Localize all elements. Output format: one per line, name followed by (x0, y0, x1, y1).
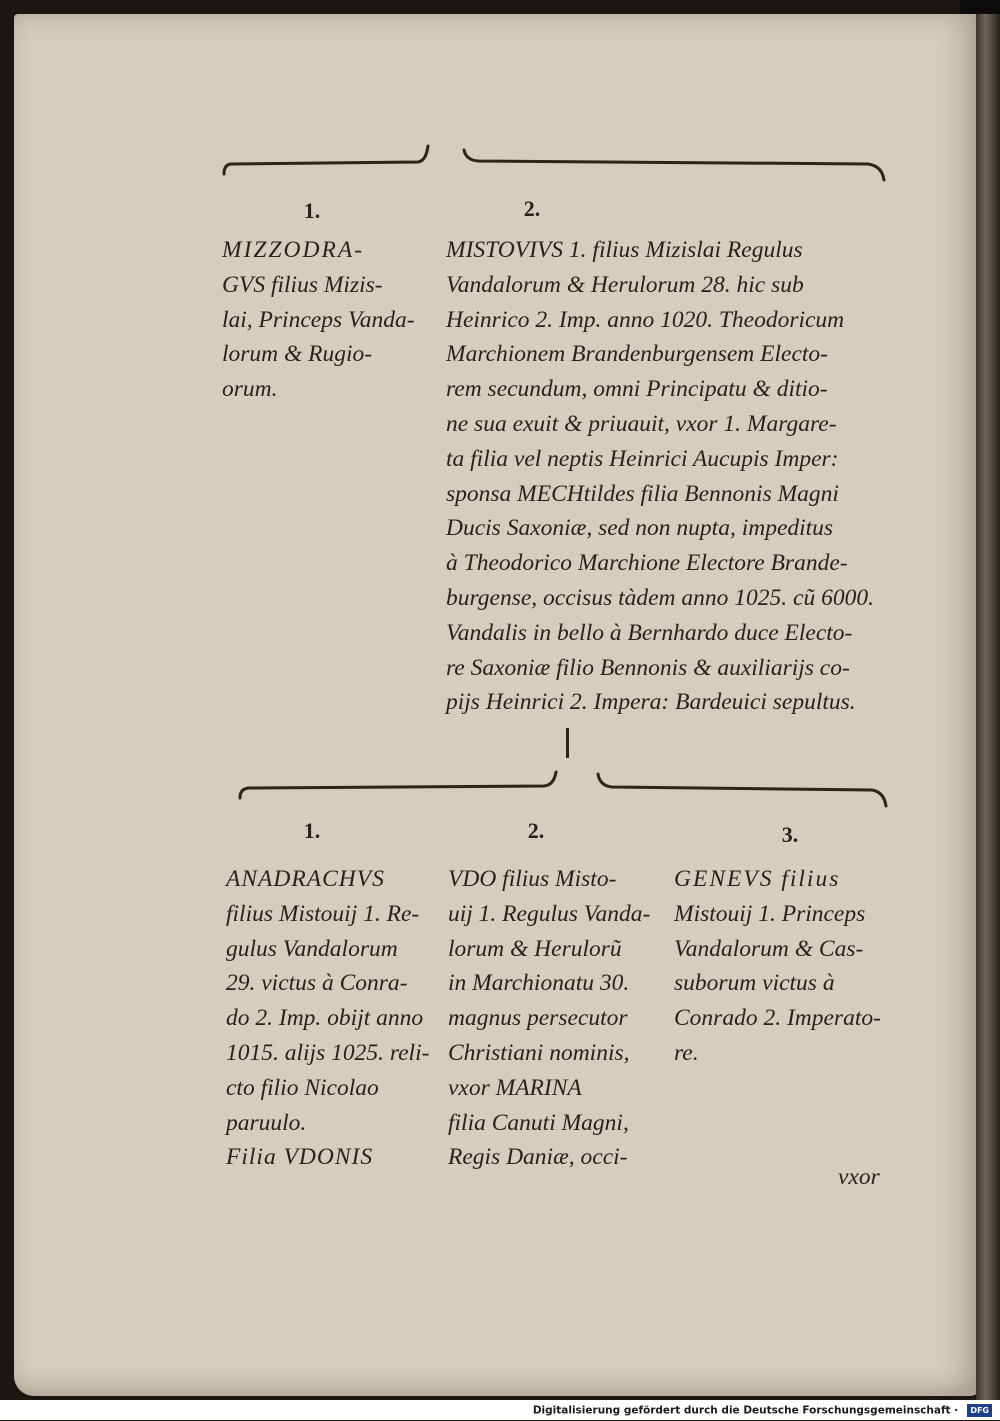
text-line: do 2. Imp. obijt anno (226, 1005, 424, 1032)
text-line: filius Mistouij 1. Re- (226, 900, 420, 927)
bottom-col2-text (448, 862, 650, 1175)
text-line: Vandalorum & Herulorum 28. hic sub (446, 271, 804, 298)
text-line: VDO filius Misto- (448, 866, 617, 892)
top-col2-text (446, 233, 874, 720)
digitization-footer (0, 1400, 1000, 1420)
text-line: Regis Daniæ, occi- (448, 1144, 628, 1171)
brace-right-bottom (592, 768, 897, 812)
dfg-logo-icon: DFG (967, 1404, 992, 1417)
text-line: orum. (222, 376, 278, 403)
text-line: MIZZODRA- (222, 237, 365, 263)
bottom-col1-text (226, 862, 429, 1175)
text-line: cto filio Nicolao (226, 1074, 379, 1101)
text-line: suborum victus à (674, 970, 835, 997)
text-line: magnus persecutor (448, 1005, 628, 1032)
top-col1-text (222, 233, 415, 407)
brace-left-top (218, 140, 438, 182)
catchword: vxor (838, 1164, 880, 1190)
text-line: ANADRACHVS (226, 866, 385, 892)
text-line: burgense, occisus tàdem anno 1025. cũ 6000. (446, 584, 874, 611)
text-line: Conrado 2. Imperato- (674, 1005, 881, 1032)
text-line: Vandalis in bello à Bernhardo duce Electo- (446, 619, 853, 646)
text-line: 29. victus à Conra- (226, 970, 408, 997)
text-line: Christiani nominis, (448, 1039, 630, 1066)
text-line: lorum & Rugio- (222, 341, 373, 368)
text-line: rem secundum, omni Principatu & ditio- (446, 376, 828, 403)
text-line: MISTOVIVS 1. filius Mizislai Regulus (446, 237, 803, 263)
footer-credit-text: Digitalisierung gefördert durch die Deutsche Forschungsgemeinschaft · (532, 1404, 959, 1417)
text-line: à Theodorico Marchione Electore Brande- (446, 550, 848, 577)
text-line: GVS filius Mizis- (222, 271, 383, 298)
book-spine (976, 0, 1000, 1400)
text-line: Heinrico 2. Imp. anno 1020. Theodoricum (446, 306, 845, 333)
text-line: 1015. alijs 1025. reli- (226, 1039, 430, 1066)
top-number-2: 2. (523, 196, 541, 221)
text-line: Ducis Saxoniæ, sed non nupta, impeditus (446, 515, 834, 542)
text-line: Filia VDONIS (226, 1144, 374, 1171)
bottom-number-3: 3. (781, 822, 799, 847)
bottom-number-2: 2. (527, 818, 545, 843)
text-line: filia Canuti Magni, (448, 1109, 629, 1136)
text-line: sponsa MECHtildes filia Bennonis Magni (446, 480, 839, 507)
text-line: re. (674, 1039, 699, 1066)
text-line: GENEVS filius (674, 866, 841, 892)
text-line: Vandalorum & Cas- (674, 935, 864, 962)
text-line: re Saxoniæ filio Bennonis & auxiliarijs co- (446, 654, 850, 681)
text-line: lai, Princeps Vanda- (222, 306, 415, 333)
text-line: lorum & Herulorũ (448, 935, 622, 962)
bottom-number-1: 1. (303, 818, 321, 843)
text-line: Marchionem Brandenburgensem Electo- (446, 341, 828, 368)
text-line: uij 1. Regulus Vanda- (448, 900, 651, 927)
text-line: vxor MARINA (448, 1074, 582, 1101)
vertical-rule (566, 728, 569, 758)
text-line: in Marchionatu 30. (448, 970, 630, 997)
text-line: gulus Vandalorum (226, 935, 398, 962)
text-line: Mistouij 1. Princeps (674, 900, 866, 927)
brace-left-bottom (234, 766, 564, 806)
text-line: ta filia vel neptis Heinrici Aucupis Imper: (446, 445, 839, 472)
text-line: pijs Heinrici 2. Impera: Bardeuici sepultus. (446, 689, 856, 716)
scan-edge (960, 0, 1000, 14)
top-number-1: 1. (303, 198, 321, 223)
text-line: paruulo. (226, 1109, 307, 1136)
brace-right-top (458, 140, 898, 188)
bottom-col3-text (674, 862, 881, 1071)
text-line: ne sua exuit & priuauit, vxor 1. Margare- (446, 410, 837, 437)
